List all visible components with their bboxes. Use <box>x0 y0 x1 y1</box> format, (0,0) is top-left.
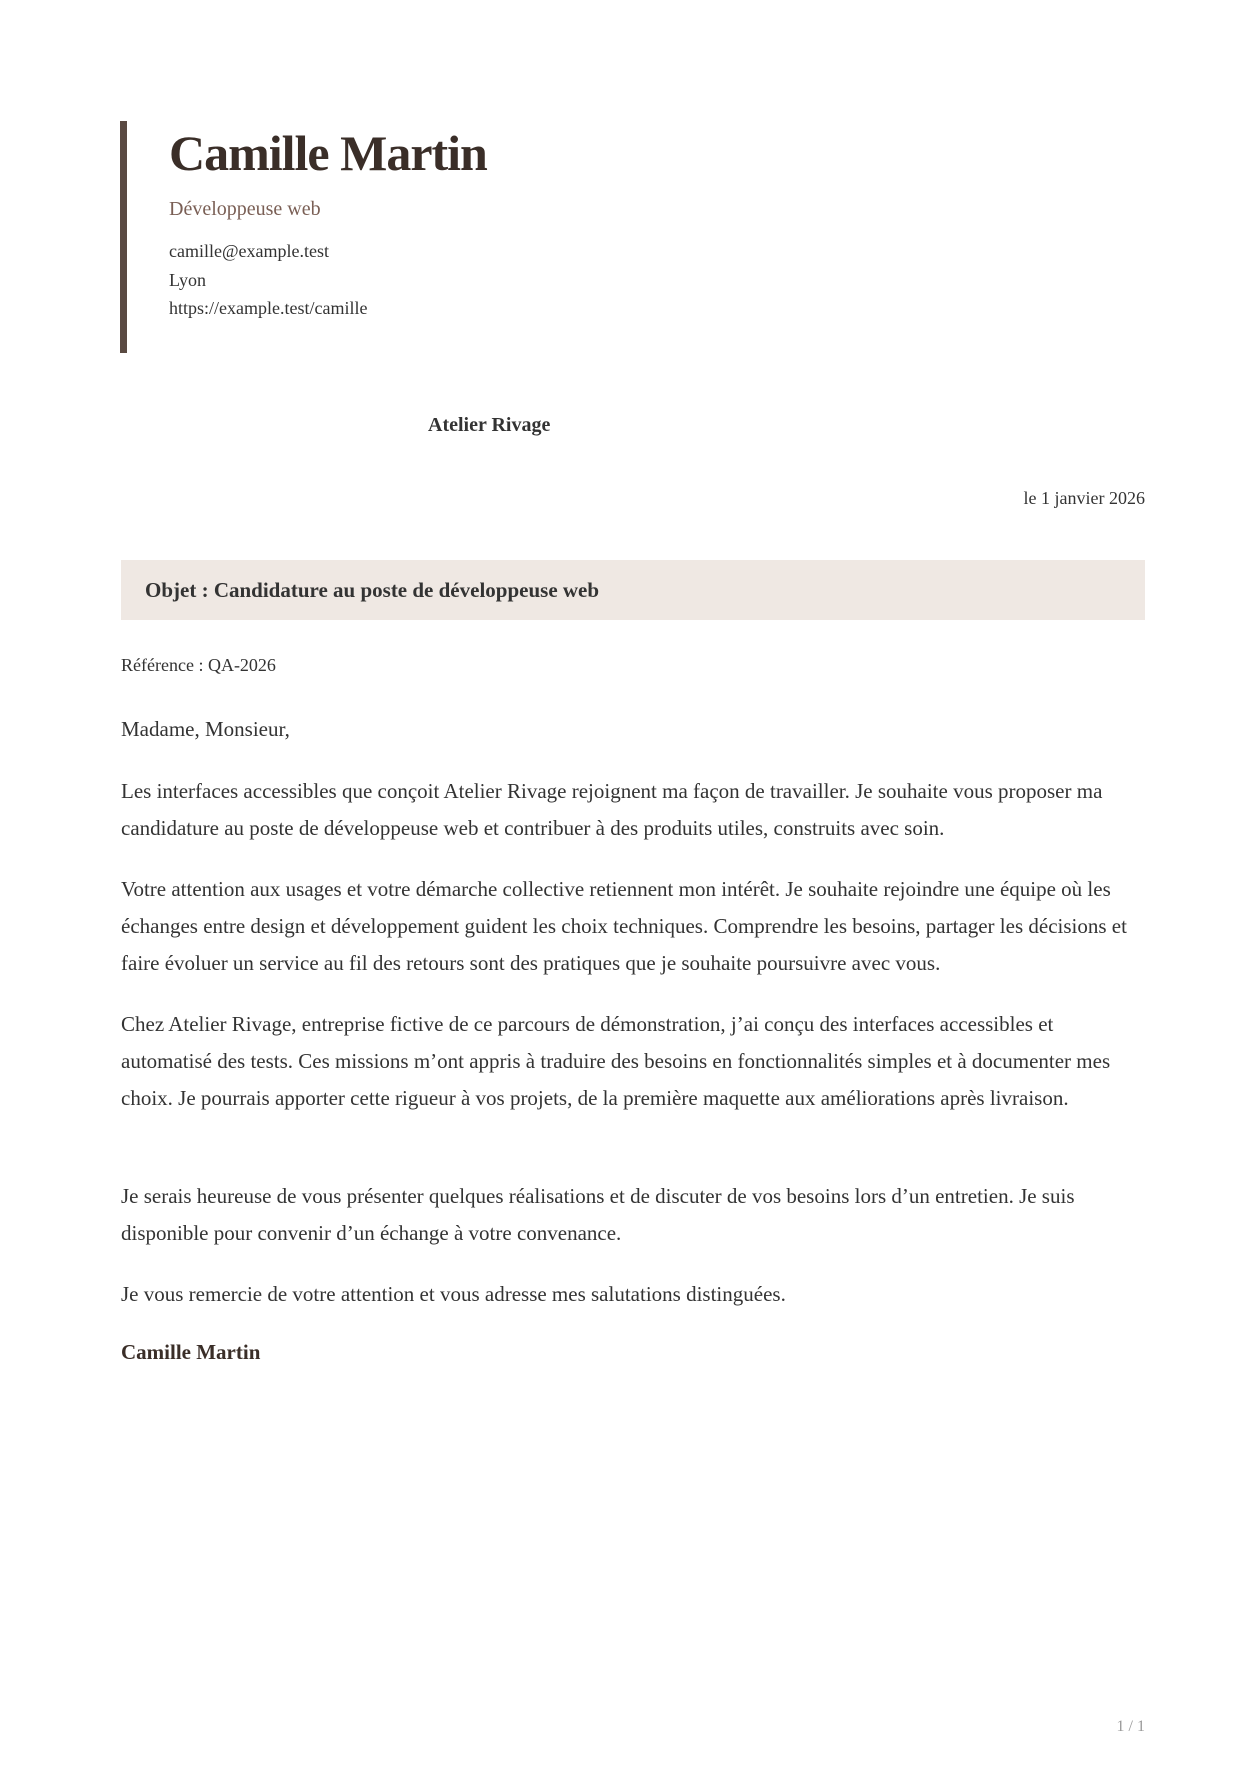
signature: Camille Martin <box>121 1340 261 1364</box>
sender-website[interactable]: https://example.test/camille <box>169 298 368 318</box>
paragraph-experience: Chez Atelier Rivage, entreprise fictive de ce parcours de démonstration, j’ai conçu des interfaces accessibles et automatisé des tests. Ces missions m’ont appris à traduire des besoins en fonctionnalités simples et à documenter mes choix. Je pourrais apporter cette rigueur à vos projets, de la première maquette aux améliorations après livraison. <box>121 1012 1111 1110</box>
greeting: Madame, Monsieur, <box>121 717 290 741</box>
subject-line: Objet : Candidature au poste de développeuse web <box>145 578 600 602</box>
paragraph-motivation: Votre attention aux usages et votre démarche collective retiennent mon intérêt. Je souhaite rejoindre une équipe où les échanges entre design et développement guident les choix techniques. Comprendre les besoins, partager les décisions et faire évoluer un service au fil des retours sont des pratiques que je souhaite poursuivre avec vous. <box>121 877 1127 975</box>
sender-email[interactable]: camille@example.test <box>169 241 330 261</box>
reference-line: Référence : QA-2026 <box>121 655 276 675</box>
sender-city: Lyon <box>169 270 207 290</box>
subject-box <box>121 560 1145 620</box>
paragraph-intro: Les interfaces accessibles que conçoit Atelier Rivage rejoignent ma façon de travailler. Je souhaite vous proposer ma candidature au poste de développeuse web et contribuer à des produits utiles, construits avec soin. <box>121 779 1103 840</box>
recipient-company: Atelier Rivage <box>428 414 551 436</box>
sender-name: Camille Martin <box>169 125 487 181</box>
page-number: 1 / 1 <box>1116 1718 1145 1735</box>
sender-header <box>120 121 720 353</box>
paragraph-closing: Je vous remercie de votre attention et vous adresse mes salutations distinguées. <box>121 1282 786 1306</box>
paragraph-availability: Je serais heureuse de vous présenter quelques réalisations et de discuter de vos besoins lors d’un entretien. Je suis disponible pour convenir d’un échange à votre convenance. <box>121 1184 1075 1245</box>
sender-role: Développeuse web <box>169 198 321 220</box>
letter-date: le 1 janvier 2026 <box>1023 488 1145 508</box>
